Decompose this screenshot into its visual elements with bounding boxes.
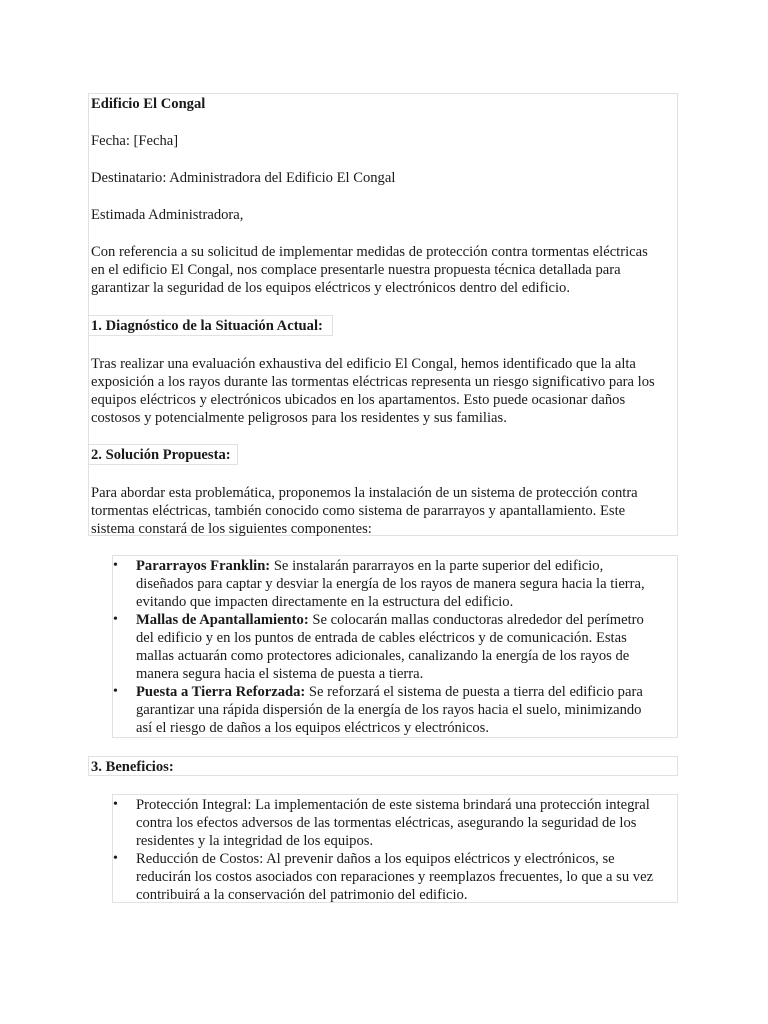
list-item — [113, 557, 683, 611]
bullet-icon: • — [113, 851, 118, 866]
item-line: así el riesgo de daños a los equipos eléctricos y electrónicos. — [136, 720, 489, 736]
recipient-line: Destinatario: Administradora del Edificio El Congal — [91, 170, 396, 186]
section1-paragraph — [91, 355, 691, 427]
benefits-list — [113, 796, 683, 904]
date-line: Fecha: [Fecha] — [91, 133, 179, 149]
list-item — [113, 796, 683, 850]
item-text: Se colocarán mallas conductoras alrededor del perímetro — [308, 612, 644, 628]
list-item — [113, 611, 683, 683]
item-line: del edificio y en los puntos de entrada de cables eléctricos y de comunicación. Estas — [136, 630, 627, 646]
list-item — [113, 850, 683, 904]
item-line: Protección Integral: La implementación de este sistema brindará una protección integral — [136, 797, 650, 813]
section2-line: tormentas eléctricas, también conocido como sistema de pararrayos y apantallamiento. Este — [91, 503, 626, 519]
section1-line: costosos y potencialmente peligrosos para los residentes y sus familias. — [91, 410, 507, 426]
section2-title: 2. Solución Propuesta: — [91, 447, 231, 463]
item-line: mallas actuarán como protectores adicionales, canalizando la energía de los rayos de — [136, 648, 630, 664]
item-text: Se reforzará el sistema de puesta a tierra del edificio para — [305, 684, 643, 700]
section3-title: 3. Beneficios: — [91, 759, 174, 775]
intro-line: en el edificio El Congal, nos complace presentarle nuestra propuesta técnica detallada para — [91, 262, 621, 278]
bullet-icon: • — [113, 797, 118, 812]
section1-line: Tras realizar una evaluación exhaustiva del edificio El Congal, hemos identificado que la alta — [91, 356, 636, 372]
item-line: contribuirá a la conservación del patrimonio del edificio. — [136, 887, 468, 903]
salutation: Estimada Administradora, — [91, 207, 244, 223]
list-item — [113, 683, 683, 737]
section1-line: equipos eléctricos y electrónicos ubicados en los apartamentos. Esto puede ocasionar daños — [91, 392, 626, 408]
item-line: reducirán los costos asociados con reparaciones y reemplazos frecuentes, lo que a su vez — [136, 869, 654, 885]
bullet-icon: • — [113, 684, 118, 699]
item-term: Pararrayos Franklin: — [136, 558, 271, 574]
item-line: contra los efectos adversos de las tormentas eléctricas, asegurando la seguridad de los — [136, 815, 637, 831]
item-text: Se instalarán pararrayos en la parte superior del edificio, — [270, 558, 604, 574]
item-line: garantizar una rápida dispersión de la energía de los rayos hacia el suelo, minimizando — [136, 702, 642, 718]
item-line: manera segura hacia el sistema de puesta a tierra. — [136, 666, 424, 682]
section2-line: Para abordar esta problemática, proponemos la instalación de un sistema de protección contra — [91, 485, 638, 501]
section1-line: exposición a los rayos durante las tormentas eléctricas representa un riesgo significativo para los — [91, 374, 655, 390]
solution-list — [113, 557, 683, 737]
item-line: residentes y la integridad de los equipos. — [136, 833, 374, 849]
item-term: Mallas de Apantallamiento: — [136, 612, 309, 628]
item-term: Puesta a Tierra Reforzada: — [136, 684, 306, 700]
bullet-icon: • — [113, 558, 118, 573]
section2-line: sistema constará de los siguientes componentes: — [91, 521, 372, 537]
bullet-icon: • — [113, 612, 118, 627]
item-line: evitando que impacten directamente en la estructura del edificio. — [136, 594, 514, 610]
document-heading: Edificio El Congal — [91, 96, 206, 112]
intro-line: garantizar la seguridad de los equipos eléctricos y electrónicos dentro del edificio. — [91, 280, 570, 296]
section1-title: 1. Diagnóstico de la Situación Actual: — [91, 318, 323, 334]
section2-paragraph — [91, 484, 691, 538]
intro-line: Con referencia a su solicitud de implementar medidas de protección contra tormentas eléctricas — [91, 244, 648, 260]
item-line: Reducción de Costos: Al prevenir daños a los equipos eléctricos y electrónicos, se — [136, 851, 615, 867]
item-line: diseñados para captar y desviar la energía de los rayos de manera segura hacia la tierra, — [136, 576, 645, 592]
intro-paragraph — [91, 243, 691, 297]
